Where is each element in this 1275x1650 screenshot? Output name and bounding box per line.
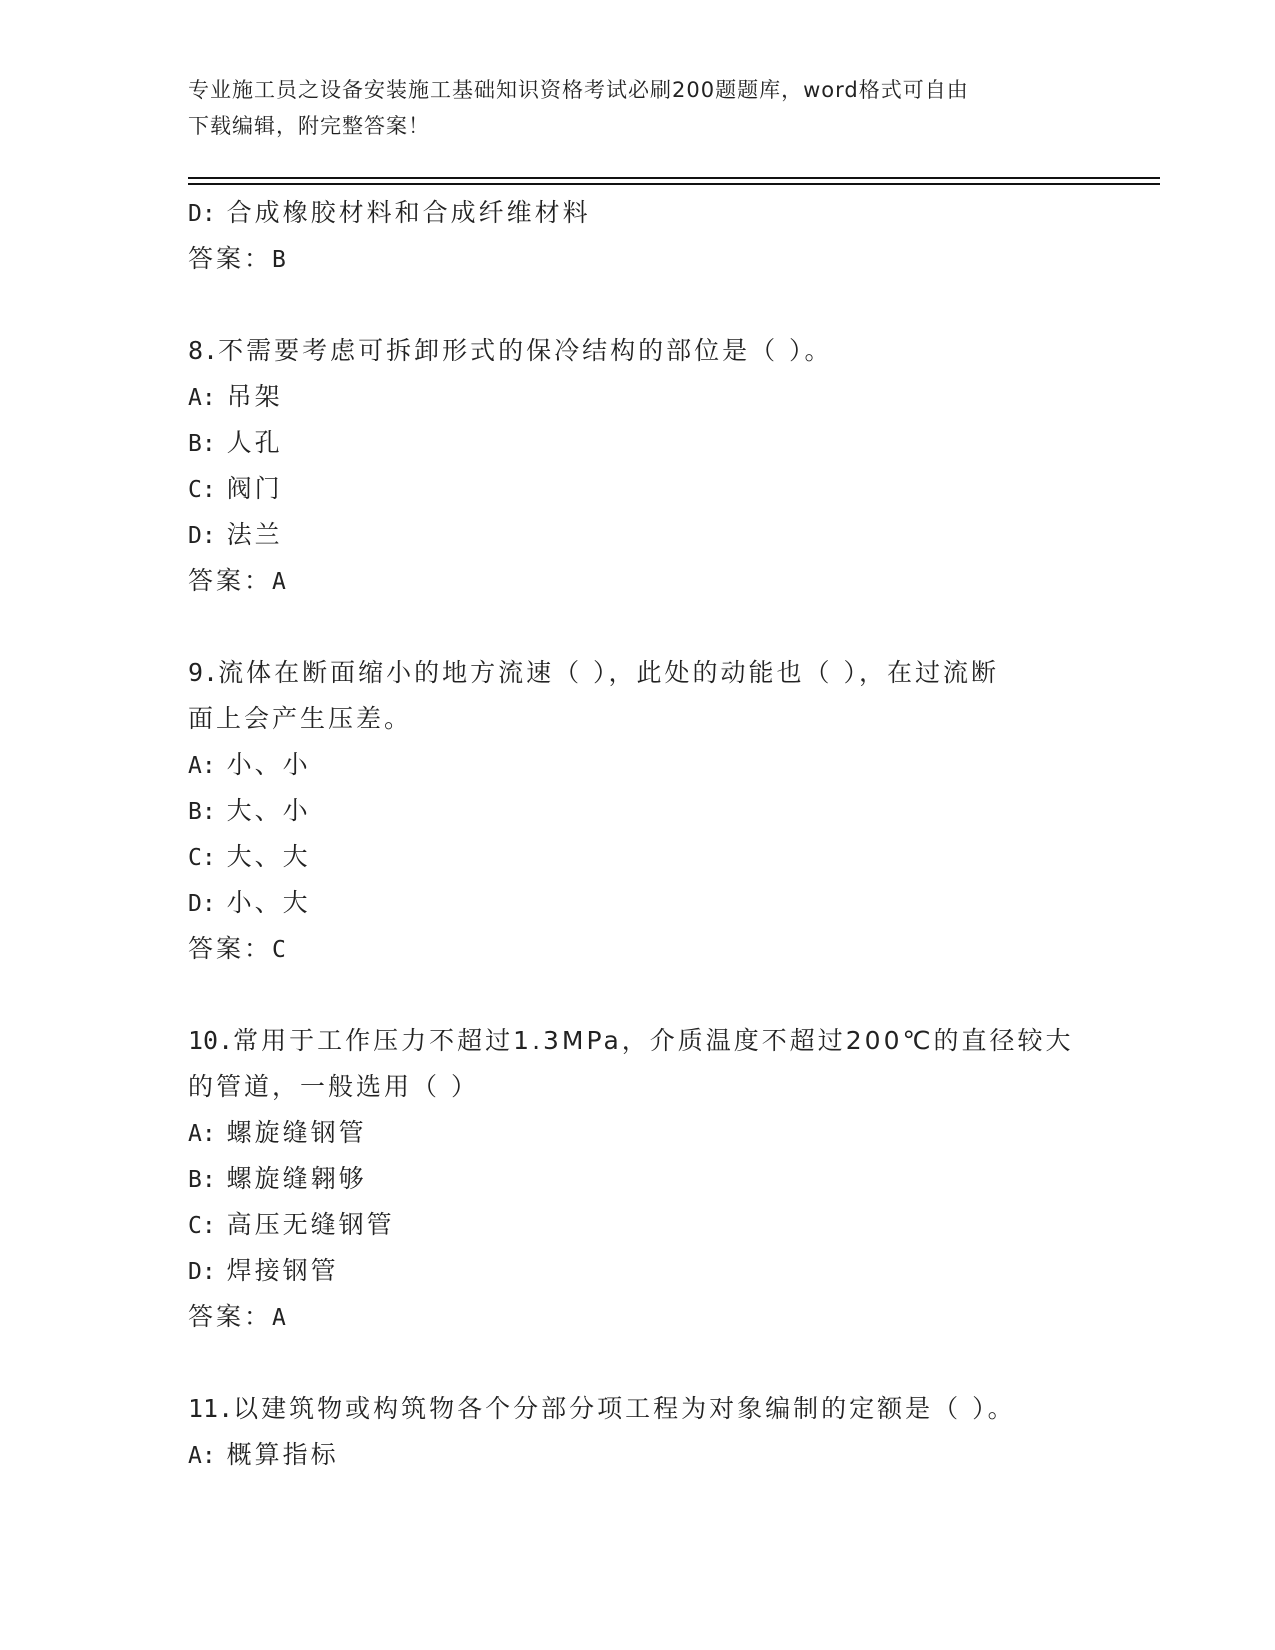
option-text: 螺旋缝翱够 — [226, 1164, 367, 1193]
option-c — [188, 466, 1148, 512]
option-text: 高压无缝钢管 — [226, 1210, 395, 1239]
option-letter: B: — [188, 1167, 216, 1193]
document-header — [188, 72, 1088, 144]
option-text: 焊接钢管 — [226, 1256, 339, 1285]
question-number: 10. — [188, 1026, 234, 1055]
option-a — [188, 1110, 1148, 1156]
option-letter: B: — [188, 431, 216, 457]
option-letter: D: — [188, 891, 216, 917]
option-letter: B: — [188, 799, 216, 825]
header-line-1: 专业施工员之设备安装施工基础知识资格考试必刷200题题库，word格式可自由 — [188, 78, 969, 102]
option-text: 大、大 — [226, 842, 311, 871]
question-number: 11. — [188, 1394, 234, 1423]
option-d — [188, 880, 1148, 926]
option-text: 小、大 — [226, 888, 311, 917]
option-letter: D: — [188, 523, 216, 549]
answer-line — [188, 1294, 1148, 1340]
option-a — [188, 374, 1148, 420]
option-letter: C: — [188, 477, 216, 503]
option-text: 大、小 — [226, 796, 311, 825]
answer-value: B — [272, 247, 289, 273]
question-stem — [188, 650, 1148, 696]
option-d — [188, 190, 1148, 236]
option-letter: C: — [188, 1213, 216, 1239]
option-letter: D: — [188, 201, 216, 227]
option-letter: D: — [188, 1259, 216, 1285]
option-letter: A: — [188, 753, 216, 779]
question-stem — [188, 1386, 1148, 1432]
option-d — [188, 512, 1148, 558]
option-c — [188, 834, 1148, 880]
question-list — [188, 190, 1148, 1478]
option-text: 合成橡胶材料和合成纤维材料 — [226, 198, 591, 227]
option-d — [188, 1248, 1148, 1294]
question-stem — [188, 328, 1148, 374]
option-a — [188, 742, 1148, 788]
option-b — [188, 788, 1148, 834]
option-text: 吊架 — [226, 382, 283, 411]
answer-value: C — [272, 937, 289, 963]
answer-line — [188, 236, 1148, 282]
header-rule-top — [188, 177, 1160, 179]
question-stem-continued: 的管道，一般选用（ ） — [188, 1072, 479, 1101]
question-number: 9. — [188, 658, 219, 687]
question-stem — [188, 1018, 1148, 1064]
question-text: 流体在断面缩小的地方流速（ ），此处的动能也（ ），在过流断 — [218, 658, 1000, 687]
option-text: 法兰 — [226, 520, 283, 549]
option-letter: A: — [188, 1121, 216, 1147]
question-stem-continued: 面上会产生压差。 — [188, 704, 413, 733]
option-text: 小、小 — [226, 750, 311, 779]
option-text: 人孔 — [226, 428, 283, 457]
answer-value: A — [272, 569, 289, 595]
answer-value: A — [272, 1305, 289, 1331]
option-text: 螺旋缝钢管 — [226, 1118, 367, 1147]
answer-label: 答案： — [188, 566, 273, 595]
option-text: 概算指标 — [226, 1440, 339, 1469]
question-number: 8. — [188, 336, 219, 365]
option-c — [188, 1202, 1148, 1248]
answer-label: 答案： — [188, 1302, 273, 1331]
question-text: 常用于工作压力不超过1.3MPa，介质温度不超过200℃的直径较大 — [233, 1026, 1074, 1055]
header-line-2: 下载编辑，附完整答案！ — [188, 114, 430, 138]
option-letter: C: — [188, 845, 216, 871]
option-b — [188, 420, 1148, 466]
answer-line — [188, 558, 1148, 604]
option-b — [188, 1156, 1148, 1202]
question-text: 不需要考虑可拆卸形式的保冷结构的部位是（ ）。 — [218, 336, 833, 365]
answer-label: 答案： — [188, 244, 273, 273]
option-a — [188, 1432, 1148, 1478]
answer-line — [188, 926, 1148, 972]
answer-label: 答案： — [188, 934, 273, 963]
question-text: 以建筑物或构筑物各个分部分项工程为对象编制的定额是（ ）。 — [233, 1394, 1016, 1423]
option-letter: A: — [188, 385, 216, 411]
option-letter: A: — [188, 1443, 216, 1469]
option-text: 阀门 — [226, 474, 283, 503]
header-rule-bottom — [188, 183, 1160, 185]
